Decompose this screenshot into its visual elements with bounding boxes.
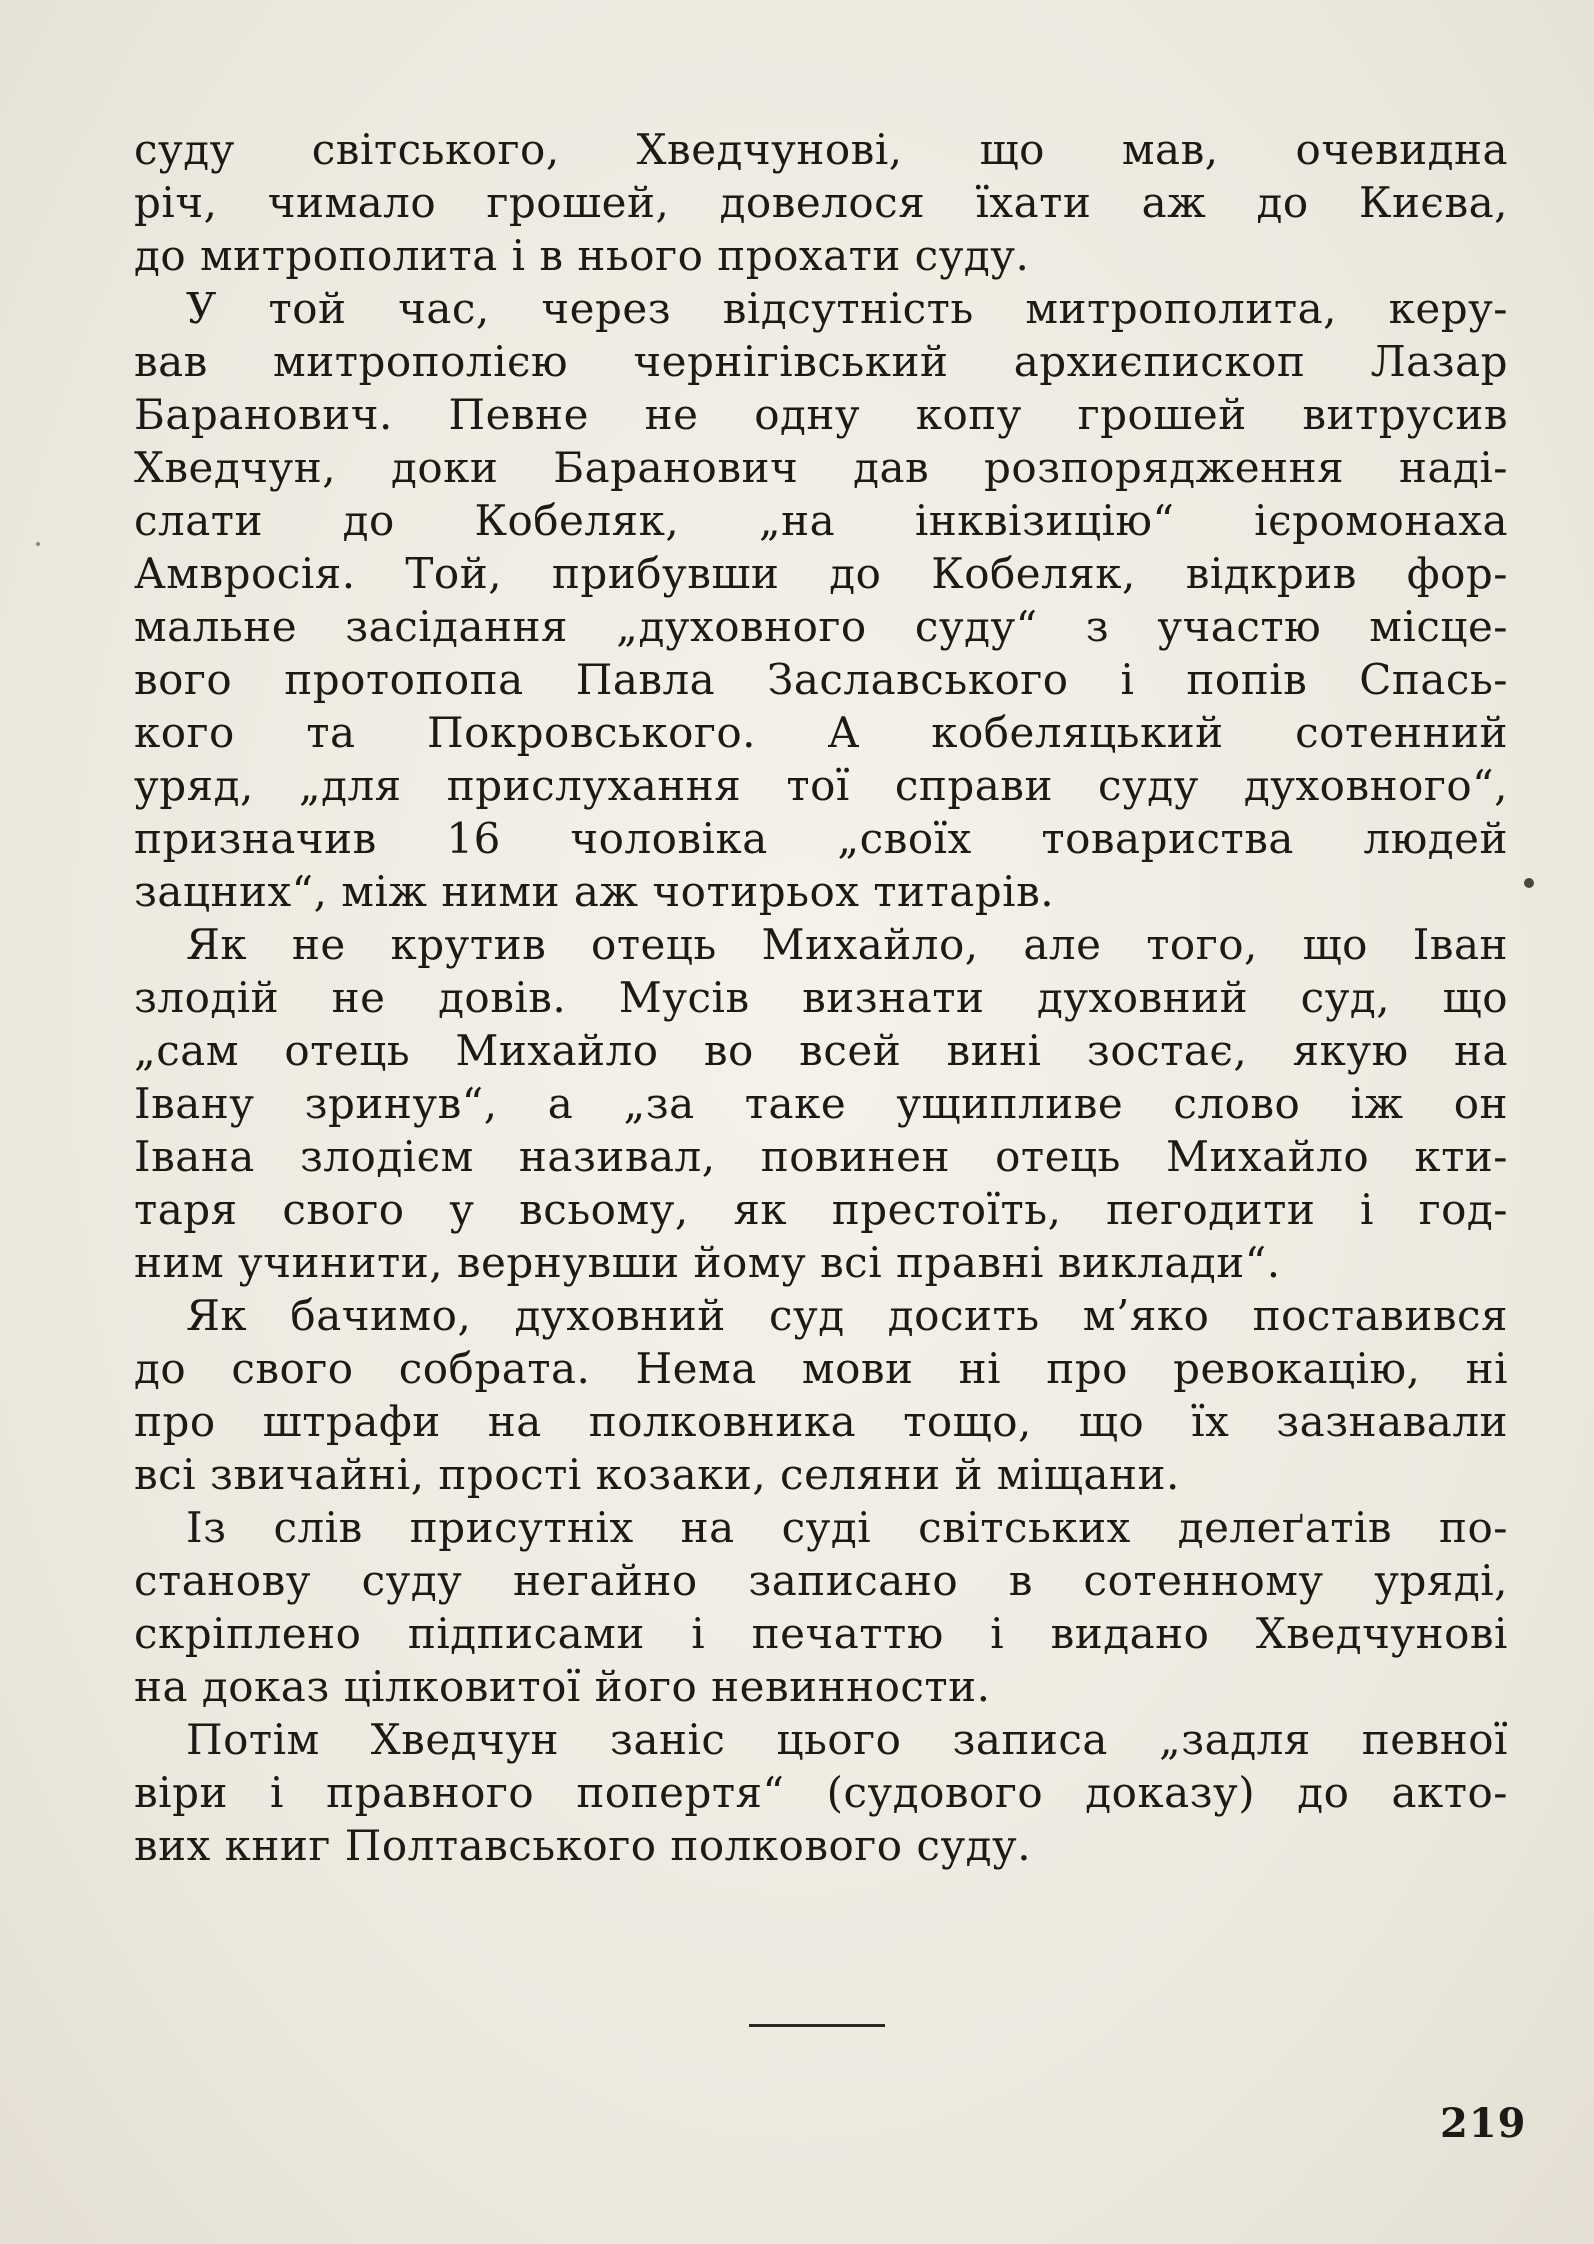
- text-line: Баранович. Певне не одну копу грошей витрусив: [134, 390, 1508, 439]
- text-line: Івана злодієм називал, повинен отець Михайло кти-: [134, 1132, 1508, 1181]
- text-line: зацних“, між ними аж чотирьох титарів.: [134, 867, 1055, 916]
- text-line: Із слів присутніх на суді світських делеґатів по-: [186, 1503, 1508, 1552]
- text-line: суду світського, Хведчунові, що мав, очевидна: [134, 125, 1508, 174]
- text-line: до митрополита і в нього прохати суду.: [134, 231, 1030, 280]
- text-line: Хведчун, доки Баранович дав розпорядження наді-: [134, 443, 1508, 492]
- text-line: Амвросія. Той, прибувши до Кобеляк, відкрив фор-: [134, 549, 1508, 598]
- paragraph: [134, 123, 1508, 282]
- text-line: річ, чимало грошей, довелося їхати аж до Києва,: [134, 178, 1508, 227]
- text-line: всі звичайні, прості козаки, селяни й міщани.: [134, 1450, 1180, 1499]
- paragraph: [134, 918, 1508, 1289]
- paragraph: [134, 1713, 1508, 1872]
- text-line: вих книг Полтавського полкового суду.: [134, 1821, 1032, 1870]
- text-line: віри і правного попертя“ (судового доказу) до акто-: [134, 1768, 1508, 1817]
- text-line: Як бачимо, духовний суд досить м’яко поставився: [186, 1291, 1508, 1340]
- paragraph: [134, 1501, 1508, 1713]
- body-text: [134, 123, 1508, 1872]
- text-line: до свого собрата. Нема мови ні про ревокацію, ні: [134, 1344, 1508, 1393]
- text-line: уряд, „для прислухання тої справи суду духовного“,: [134, 761, 1508, 810]
- text-line: призначив 16 чоловіка „своїх товариства людей: [134, 814, 1508, 863]
- text-line: Як не крутив отець Михайло, але того, що Іван: [186, 920, 1508, 969]
- text-line: У той час, через відсутність митрополита, керу-: [186, 284, 1508, 333]
- text-line: злодій не довів. Мусів визнати духовний суд, що: [134, 973, 1508, 1022]
- text-line: слати до Кобеляк, „на інквізицію“ ієромонаха: [134, 496, 1508, 545]
- text-line: Івану зринув“, а „за таке ущипливе слово іж он: [134, 1079, 1508, 1128]
- paragraph: [134, 282, 1508, 918]
- section-divider: [749, 2024, 885, 2027]
- page-number: 219: [1440, 2100, 1527, 2147]
- text-line: мальне засідання „духовного суду“ з участю місце-: [134, 602, 1508, 651]
- text-line: Потім Хведчун заніс цього записа „задля певної: [186, 1715, 1508, 1764]
- text-line: „сам отець Михайло во всей вині зостає, якую на: [134, 1026, 1508, 1075]
- text-line: таря свого у всьому, як престоїть, пегодити і год-: [134, 1185, 1508, 1234]
- text-line: вого протопопа Павла Заславського і попів Спась-: [134, 655, 1508, 704]
- text-line: ним учинити, вернувши йому всі правні виклади“.: [134, 1238, 1281, 1287]
- paragraph: [134, 1289, 1508, 1501]
- ink-speck: [1524, 878, 1534, 888]
- text-line: на доказ цілковитої його невинности.: [134, 1662, 991, 1711]
- text-line: кого та Покровського. А кобеляцький сотенний: [134, 708, 1508, 757]
- text-line: станову суду негайно записано в сотенному уряді,: [134, 1556, 1508, 1605]
- text-line: вав митрополією чернігівський архиєпископ Лазар: [134, 337, 1508, 386]
- ink-speck: [36, 542, 40, 546]
- text-line: про штрафи на полковника тощо, що їх зазнавали: [134, 1397, 1508, 1446]
- text-line: скріплено підписами і печаттю і видано Хведчунові: [134, 1609, 1508, 1658]
